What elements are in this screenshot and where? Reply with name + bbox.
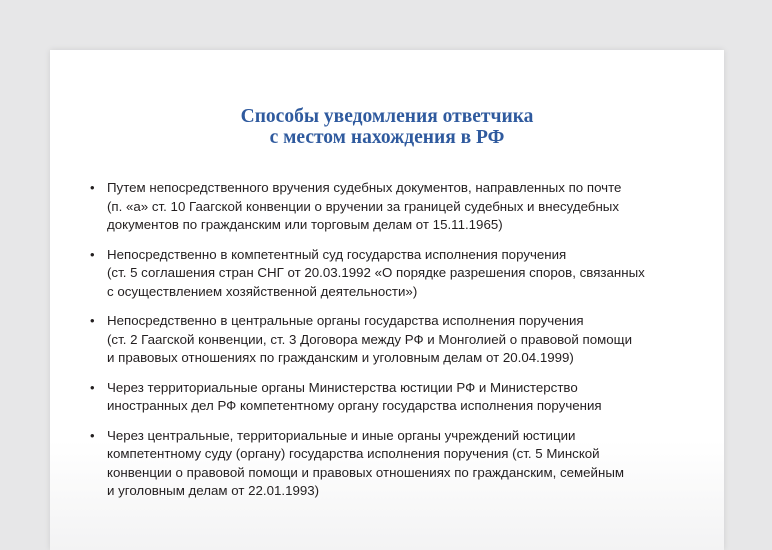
item-text-line: документов по гражданским или торговым делам от 15.11.1965) bbox=[107, 217, 503, 232]
methods-list bbox=[90, 179, 690, 512]
bullet-icon: • bbox=[90, 379, 95, 395]
list-item bbox=[90, 179, 690, 235]
document-card bbox=[50, 50, 724, 550]
bullet-icon: • bbox=[90, 313, 95, 328]
item-text-line: (п. «а» ст. 10 Гаагской конвенции о вручении за границей судебных и внесудебных bbox=[107, 198, 620, 214]
list-item bbox=[90, 379, 690, 416]
item-text-line: Через территориальные органы Министерства юстиции РФ и Министерство bbox=[107, 379, 578, 395]
bullet-icon: • bbox=[90, 246, 95, 262]
title-line-1: Способы уведомления ответчика bbox=[240, 106, 534, 127]
bullet-icon: • bbox=[90, 427, 95, 443]
list-item bbox=[90, 246, 690, 302]
item-text-line: Путем непосредственного вручения судебных документов, направленных по почте bbox=[107, 180, 622, 195]
item-text-line: конвенции о правовой помощи и правовых отношениях по гражданским, семейным bbox=[107, 464, 625, 480]
item-text-line: Непосредственно в центральные органы государства исполнения поручения bbox=[107, 313, 584, 328]
document-title bbox=[50, 106, 724, 148]
title-line-2: с местом нахождения в РФ bbox=[269, 127, 505, 148]
item-text-line: и правовых отношениях по гражданским и уголовным делам от 20.04.1999) bbox=[107, 350, 574, 365]
item-text-line: и уголовным делам от 22.01.1993) bbox=[107, 483, 320, 498]
item-text-line: Через центральные, территориальные и иные органы учреждений юстиции bbox=[107, 427, 576, 443]
list-item bbox=[90, 312, 690, 368]
list-item bbox=[90, 427, 690, 501]
bullet-icon: • bbox=[90, 180, 95, 195]
item-text-line: Непосредственно в компетентный суд государства исполнения поручения bbox=[107, 246, 567, 262]
item-text-line: с осуществлением хозяйственной деятельности») bbox=[107, 283, 418, 299]
item-text-line: иностранных дел РФ компетентному органу государства исполнения поручения bbox=[107, 398, 602, 413]
item-text-line: (ст. 2 Гаагской конвенции, ст. 3 Договора между РФ и Монголией о правовой помощи bbox=[107, 331, 633, 347]
item-text-line: компетентному суду (органу) государства исполнения поручения (ст. 5 Минской bbox=[107, 446, 600, 461]
item-text-line: (ст. 5 соглашения стран СНГ от 20.03.1992 «О порядке разрешения споров, связанных bbox=[107, 265, 645, 280]
